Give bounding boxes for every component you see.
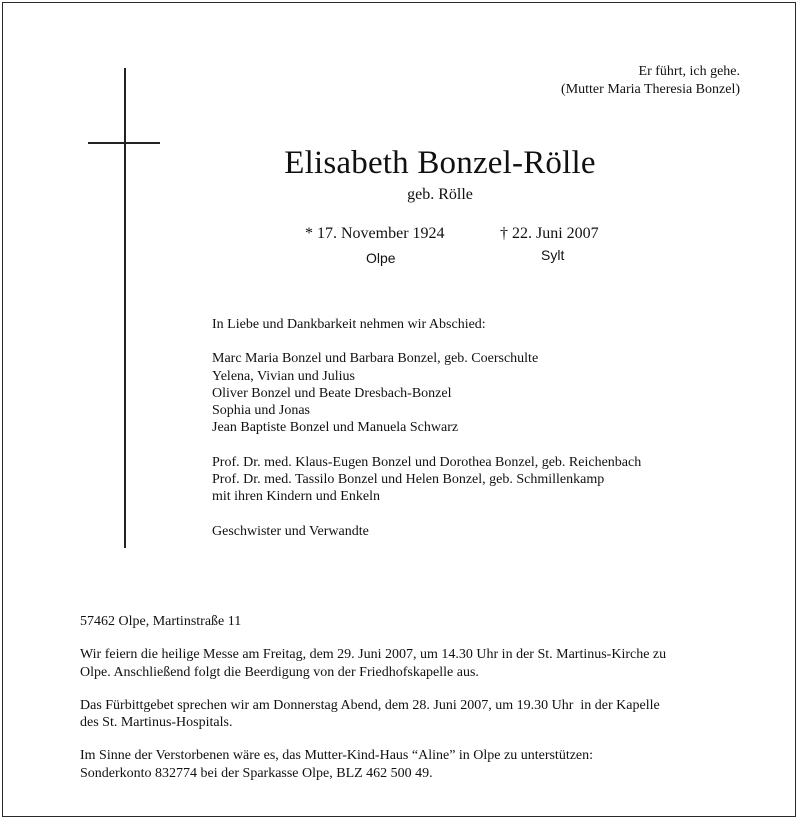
birth-date: * 17. November 1924 (305, 225, 445, 242)
maiden-name: geb. Rölle (407, 186, 473, 203)
death-date: † 22. Juni 2007 (500, 225, 599, 242)
motto-attribution: (Mutter Maria Theresia Bonzel) (561, 82, 740, 97)
motto-quote: Er führt, ich gehe. (638, 64, 740, 79)
motto (561, 63, 740, 99)
mass-line: Wir feiern die heilige Messe am Freitag, dem 29. Juni 2007, um 14.30 Uhr in der St. Martinus-Kirche zu (80, 647, 667, 663)
address: 57462 Olpe, Martinstraße 11 (80, 614, 242, 629)
mass-line: Olpe. Anschließend folgt die Beerdigung von der Friedhofskapelle aus. (80, 664, 479, 680)
mourners-line: Marc Maria Bonzel und Barbara Bonzel, geb. Coerschulte (212, 351, 539, 367)
mourners-line: Jean Baptiste Bonzel und Manuela Schwarz (212, 420, 459, 436)
mourners-intro: In Liebe und Dankbarkeit nehmen wir Abschied: (212, 317, 486, 332)
mourners-line: Yelena, Vivian und Julius (212, 368, 355, 384)
mourners-block (212, 316, 641, 540)
prayer-line: Das Fürbittgebet sprechen wir am Donnerstag Abend, dem 28. Juni 2007, um 19.30 Uhr in der Kapelle (80, 697, 660, 713)
prayer-line: des St. Martinus-Hospitals. (80, 715, 233, 731)
mourners-closing: Geschwister und Verwandte (212, 523, 369, 539)
cross-icon (124, 68, 126, 548)
funeral-details (80, 613, 666, 782)
donation-line: Sonderkonto 832774 bei der Sparkasse Olpe, BLZ 462 500 49. (80, 765, 433, 781)
donation-line: Im Sinne der Verstorbenen wäre es, das Mutter-Kind-Haus “Aline” in Olpe zu unterstützen: (80, 748, 594, 764)
deceased-name: Elisabeth Bonzel-Rölle (284, 145, 596, 181)
mourners-line: mit ihren Kindern und Enkeln (212, 489, 380, 505)
mourners-line: Oliver Bonzel und Beate Dresbach-Bonzel (212, 385, 452, 401)
birth-place: Olpe (366, 250, 396, 266)
death-place: Sylt (541, 247, 565, 263)
cross-icon-bar (88, 142, 160, 144)
mourners-line: Prof. Dr. med. Klaus-Eugen Bonzel und Dorothea Bonzel, geb. Reichenbach (212, 454, 642, 470)
mourners-line: Prof. Dr. med. Tassilo Bonzel und Helen Bonzel, geb. Schmillenkamp (212, 472, 605, 488)
mourners-line: Sophia und Jonas (212, 403, 310, 419)
